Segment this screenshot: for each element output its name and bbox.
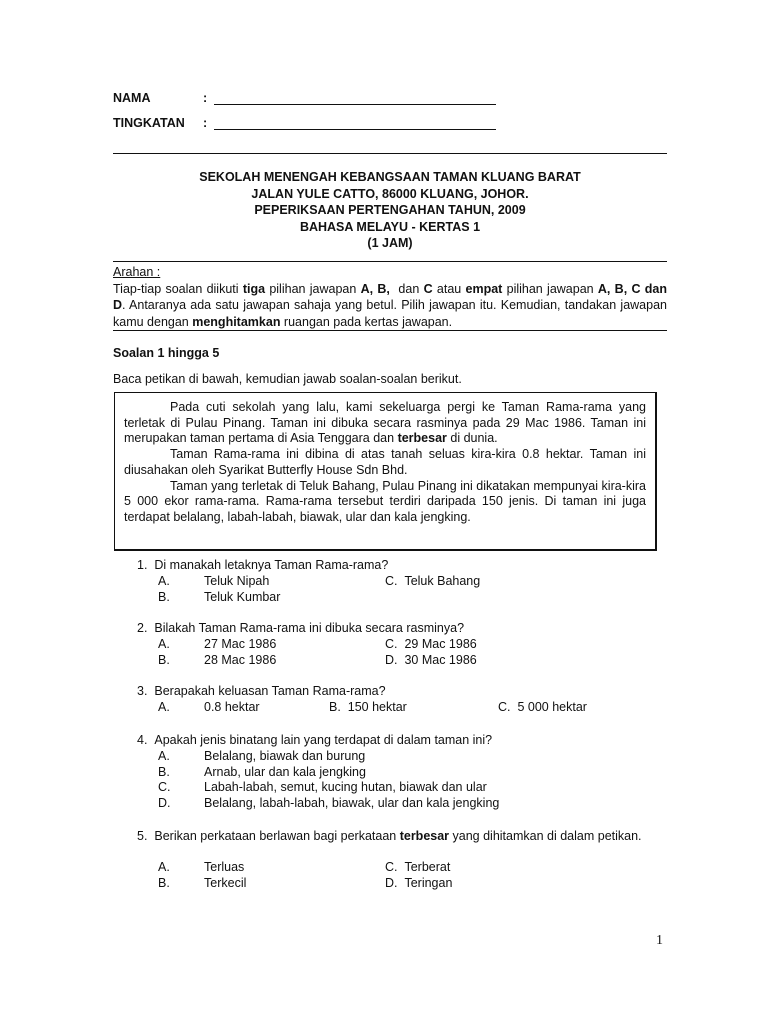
- passage-paragraph-2: Taman Rama-rama ini dibina di atas tanah seluas kira-kira 0.8 hektar. Taman ini diusahakan oleh Syarikat Butterfly House Sdn Bhd.: [124, 447, 646, 477]
- q2-option-a[interactable]: A. 27 Mac 1986: [158, 637, 277, 651]
- q3-option-a[interactable]: A. 0.8 hektar: [158, 700, 260, 714]
- q2-option-c[interactable]: C. 29 Mac 1986: [385, 637, 477, 651]
- question-2: 2. Bilakah Taman Rama-rama ini dibuka secara rasminya?: [137, 621, 465, 635]
- q2-option-b[interactable]: B. 28 Mac 1986: [158, 653, 277, 667]
- q1-option-a[interactable]: A. Teluk Nipah: [158, 574, 270, 588]
- question-5: 5. Berikan perkataan berlawan bagi perkataan terbesar yang dihitamkan di dalam petikan.: [137, 829, 642, 843]
- instructions: [113, 264, 667, 330]
- q1-option-c[interactable]: C. Teluk Bahang: [385, 574, 481, 588]
- q4-option-a[interactable]: A. Belalang, biawak dan burung: [158, 749, 366, 763]
- passage-paragraph-1: Pada cuti sekolah yang lalu, kami sekeluarga pergi ke Taman Rama-rama yang terletak di Pulau Pinang. Taman ini dibuka secara rasminya pada 29 Mac 1986. Taman ini merupakan taman pertama di Asia Tenggara dan terbesar di dunia.: [124, 400, 646, 446]
- q1-option-b[interactable]: B. Teluk Kumbar: [158, 590, 281, 604]
- class-colon: :: [203, 116, 208, 130]
- q3-option-c[interactable]: C. 5 000 hektar: [498, 700, 587, 714]
- exam-header: [113, 169, 667, 252]
- passage-box: [114, 392, 657, 551]
- exam-duration: (1 JAM): [367, 236, 413, 250]
- q3-option-b[interactable]: B. 150 hektar: [329, 700, 407, 714]
- class-label: TINGKATAN: [113, 116, 185, 130]
- question-1: 1. Di manakah letaknya Taman Rama-rama?: [137, 558, 389, 572]
- q5-option-d[interactable]: D. Teringan: [385, 876, 453, 890]
- name-label: NAMA: [113, 91, 151, 105]
- name-answer-line[interactable]: [214, 103, 496, 105]
- q4-option-c[interactable]: C. Labah-labah, semut, kucing hutan, biawak dan ular: [158, 780, 487, 794]
- subject-title: BAHASA MELAYU - KERTAS 1: [299, 219, 481, 234]
- school-address: JALAN YULE CATTO, 86000 KLUANG, JOHOR.: [251, 186, 529, 201]
- school-name: SEKOLAH MENENGAH KEBANGSAAN TAMAN KLUANG BARAT: [199, 170, 581, 184]
- q4-option-b[interactable]: B. Arnab, ular dan kala jengking: [158, 765, 366, 779]
- class-answer-line[interactable]: [214, 128, 496, 130]
- passage-text: [124, 400, 646, 526]
- divider-top: [113, 153, 667, 154]
- q4-option-d[interactable]: D. Belalang, labah-labah, biawak, ular dan kala jengking: [158, 796, 500, 810]
- instructions-heading: Arahan :: [113, 265, 161, 279]
- page-number: 1: [656, 933, 663, 948]
- q5-option-c[interactable]: C. Terberat: [385, 860, 451, 874]
- divider-instructions: [113, 330, 667, 331]
- class-field-row: [113, 116, 207, 130]
- instructions-body: Tiap-tiap soalan diikuti tiga pilihan jawapan A, B, dan C atau empat pilihan jawapan A, B, C dan D. Antaranya ada satu jawapan sahaja yang betul. Pilih jawapan itu. Kemudian, tandakan jawapan kamu dengan menghitamkan ruangan pada kertas jawapan.: [113, 281, 667, 329]
- passage-paragraph-3: Taman yang terletak di Teluk Bahang, Pulau Pinang ini dikatakan mempunyai kira-kira 5 000 ekor rama-rama. Rama-rama tersebut terdiri daripada 150 jenis. Di taman ini juga terdapat belalang, labah-labah, biawak, ular dan kala jengking.: [124, 478, 646, 524]
- q2-option-d[interactable]: D. 30 Mac 1986: [385, 653, 477, 667]
- exam-title: PEPERIKSAAN PERTENGAHAN TAHUN, 2009: [254, 203, 526, 217]
- section-title: Soalan 1 hingga 5: [113, 346, 220, 360]
- name-field-row: [113, 91, 207, 105]
- question-4: 4. Apakah jenis binatang lain yang terdapat di dalam taman ini?: [137, 733, 493, 747]
- question-3: 3. Berapakah keluasan Taman Rama-rama?: [137, 684, 386, 698]
- q5-option-b[interactable]: B. Terkecil: [158, 876, 247, 890]
- divider-header: [113, 261, 667, 262]
- section-lead: Baca petikan di bawah, kemudian jawab soalan-soalan berikut.: [113, 372, 462, 386]
- name-colon: :: [203, 91, 208, 105]
- q5-option-a[interactable]: A. Terluas: [158, 860, 245, 874]
